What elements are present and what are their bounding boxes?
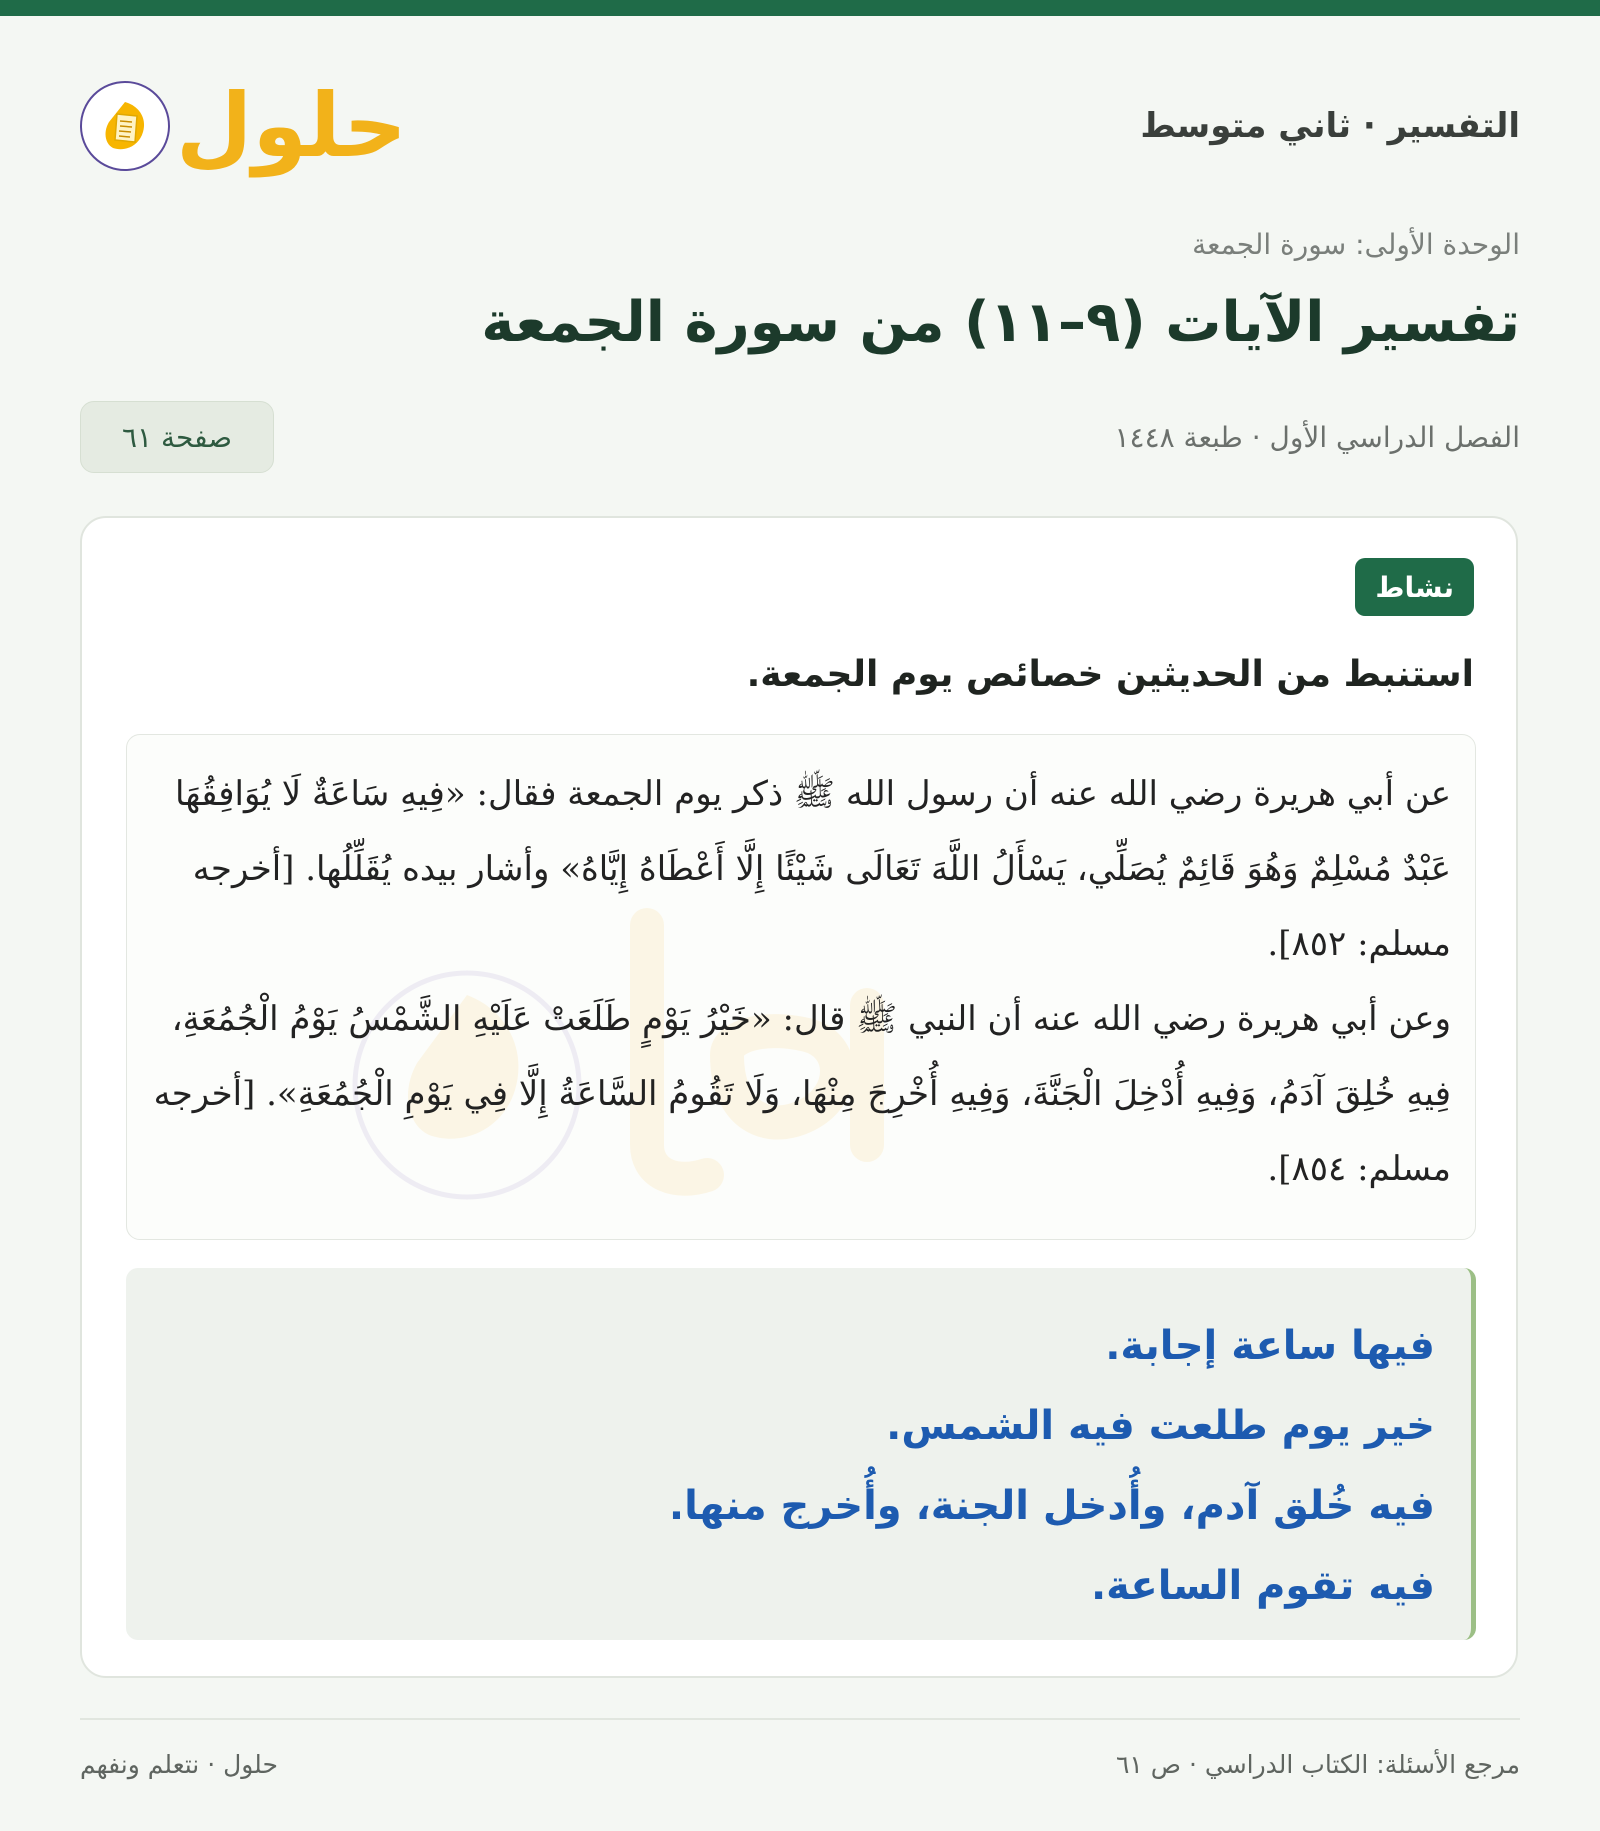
answer-line: فيه تقوم الساعة.	[1090, 1563, 1435, 1609]
book-icon	[80, 81, 170, 171]
page-number-badge: صفحة ٦١	[80, 401, 274, 473]
answer-box	[126, 1268, 1476, 1640]
activity-card	[80, 516, 1518, 1678]
unit-label: الوحدة الأولى: سورة الجمعة	[1192, 228, 1520, 261]
activity-tag: نشاط	[1355, 558, 1474, 616]
course-title: التفسير · ثاني متوسط	[1140, 106, 1520, 146]
lesson-meta	[80, 400, 1520, 474]
footer-divider	[80, 1718, 1520, 1720]
top-accent-bar	[0, 0, 1600, 16]
footer-brand: حلول · نتعلم ونفهم	[80, 1750, 278, 1779]
answer-line: خير يوم طلعت فيه الشمس.	[886, 1403, 1435, 1449]
hulul-logo[interactable]	[80, 74, 407, 177]
page-footer	[80, 1750, 1520, 1779]
semester-label: الفصل الدراسي الأول · طبعة ١٤٤٨	[1114, 420, 1520, 454]
answer-line: فيها ساعة إجابة.	[1105, 1323, 1435, 1369]
hadith-text-1: عن أبي هريرة رضي الله عنه أن رسول الله ﷺ ذكر يوم الجمعة فقال: «فِيهِ سَاعَةٌ لَا يُوَافِقُهَا عَبْدٌ مُسْلِمٌ وَهُوَ قَائِمٌ يُصَلِّي، يَسْأَلُ اللَّهَ تَعَالَى شَيْئًا إِلَّا أَعْطَاهُ إِيَّاهُ» وأشار بيده يُقَلِّلُها. [أخرجه مسلم: ٨٥٢].	[175, 774, 1451, 964]
footer-reference: مرجع الأسئلة: الكتاب الدراسي · ص ٦١	[1115, 1750, 1520, 1779]
hadith-text-2: وعن أبي هريرة رضي الله عنه أن النبي ﷺ قال: «خَيْرُ يَوْمٍ طَلَعَتْ عَلَيْهِ الشَّمْسُ يَوْمُ الْجُمُعَةِ، فِيهِ خُلِقَ آدَمُ، وَفِيهِ أُدْخِلَ الْجَنَّةَ، وَفِيهِ أُخْرِجَ مِنْهَا، وَلَا تَقُومُ السَّاعَةُ إِلَّا فِي يَوْمِ الْجُمُعَةِ». [أخرجه مسلم: ٨٥٤].	[153, 999, 1451, 1189]
answer-line: فيه خُلق آدم، وأُدخل الجنة، وأُخرج منها.	[668, 1483, 1435, 1529]
hadith-box	[126, 734, 1476, 1240]
logo-wordmark: حلول	[176, 74, 407, 177]
page-header	[80, 66, 1520, 186]
activity-question: استنبط من الحديثين خصائص يوم الجمعة.	[746, 654, 1474, 695]
page-title: تفسير الآيات (٩–١١) من سورة الجمعة	[481, 290, 1520, 355]
